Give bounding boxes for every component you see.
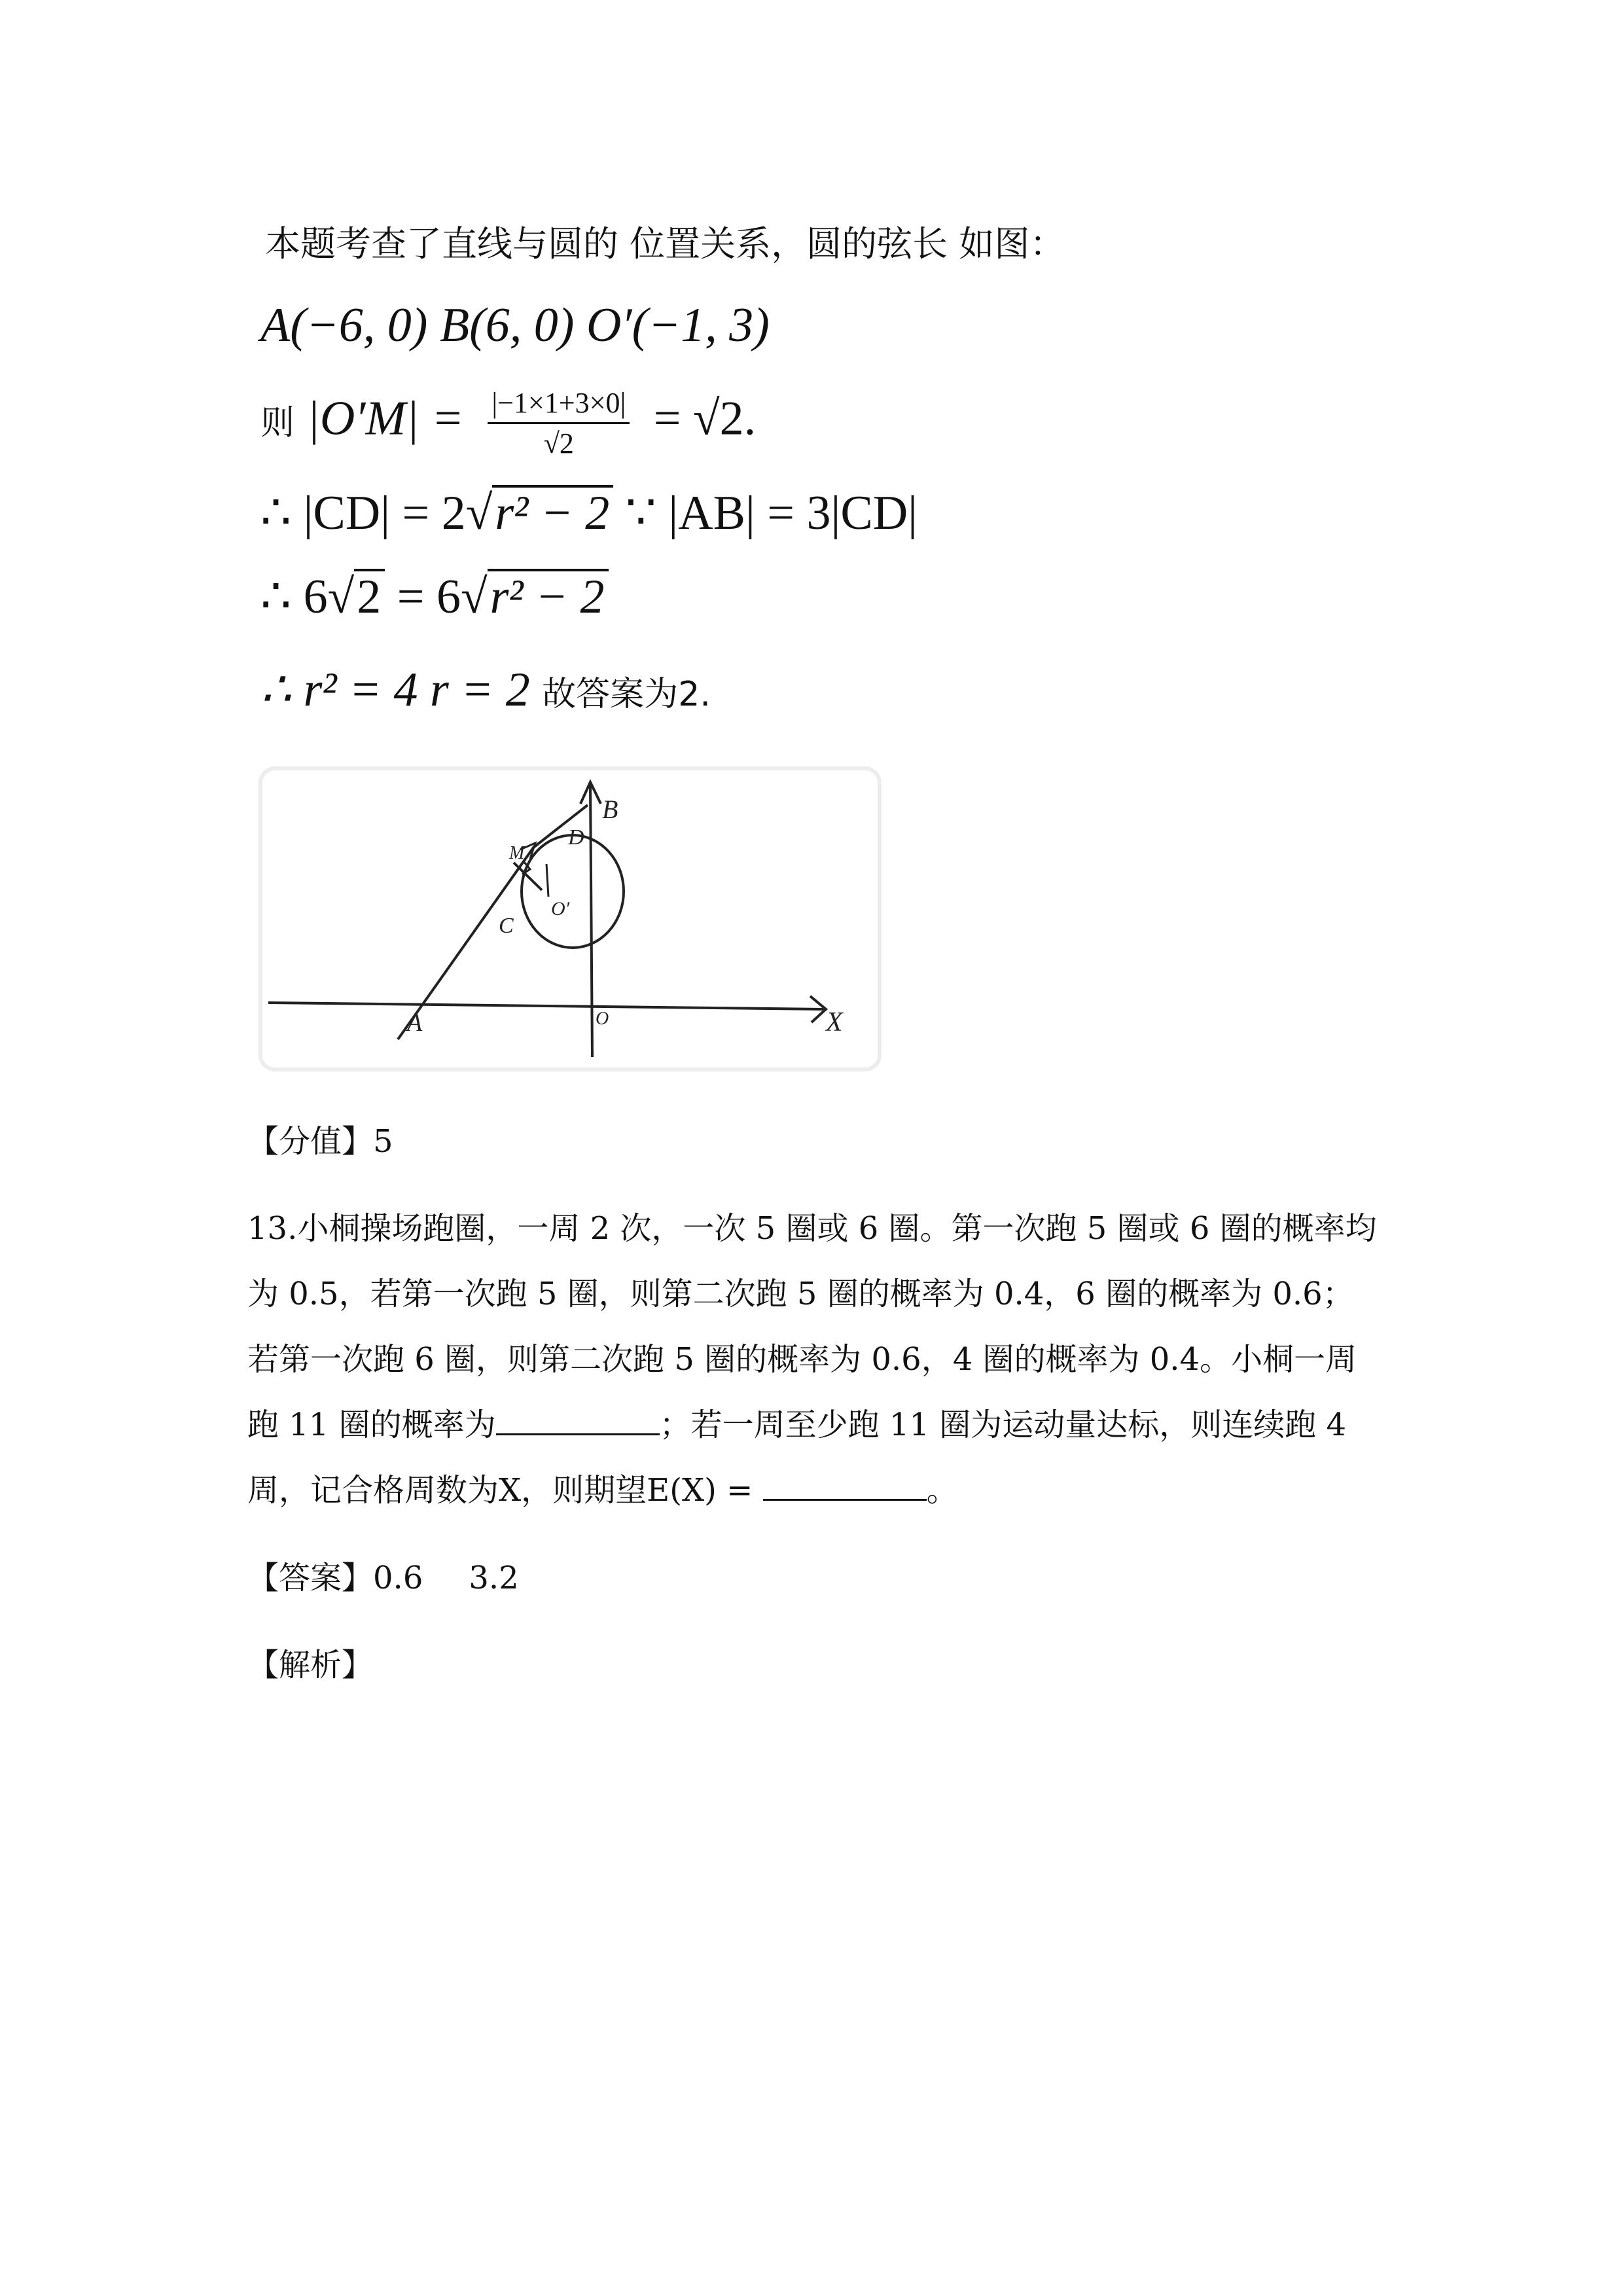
math-line-equation: ∴ 6√2 = 6√r² − 2 <box>260 568 609 625</box>
point-b: B(6, 0) <box>439 298 575 352</box>
label-d: D <box>568 825 584 850</box>
answer-blank-1[interactable] <box>496 1407 660 1435</box>
score-label: 【分值】 <box>247 1123 374 1160</box>
eq-mid: = 6 <box>385 570 461 624</box>
sketch-frame <box>260 768 880 1069</box>
answer-value-1: 0.6 <box>373 1560 423 1596</box>
ze-prefix: 则 <box>260 403 295 443</box>
eq-radicand-2: r² − 2 <box>488 569 609 621</box>
question-line-5 <box>247 1465 958 1510</box>
score-value: 5 <box>373 1123 393 1160</box>
question-line-3: 若第一次跑 6 圈，则第二次跑 5 圈的概率为 0.6，4 圈的概率为 0.4。小桐一周 <box>247 1341 1357 1378</box>
sketch-svg <box>255 766 883 1073</box>
label-o: O <box>596 1009 609 1029</box>
solution-intro: 本题考查了直线与圆的 位置关系，圆的弦长 如图： <box>265 223 1065 264</box>
point-a: A(−6, 0) <box>260 298 428 352</box>
question-line-4-start: 跑 11 圈的概率为 <box>247 1407 496 1443</box>
math-line-result <box>260 661 711 718</box>
math-line-distance <box>260 386 756 460</box>
question-line-5-start: 周，记合格周数为X，则期望E(X) = <box>247 1472 763 1509</box>
analysis-heading: 【解析】 <box>247 1647 374 1683</box>
question-line-2: 为 0.5，若第一次跑 5 圈，则第二次跑 5 圈的概率为 0.4，6 圈的概率为 0.6； <box>247 1276 1354 1312</box>
label-a: A <box>407 1009 423 1037</box>
label-m: M <box>509 843 525 863</box>
chord-because: ∵ |AB| = 3|CD| <box>625 486 918 540</box>
question-line-1: 13.小桐操场跑圈，一周 2 次，一次 5 圈或 6 圈。第一次跑 5 圈或 6 圈的概率均 <box>247 1210 1377 1247</box>
answer-value-2: 3.2 <box>469 1560 519 1596</box>
fraction-numerator: |−1×1+3×0| <box>488 386 630 424</box>
label-c: C <box>499 914 514 938</box>
answer-blank-2[interactable] <box>763 1473 927 1501</box>
distance-fraction <box>488 386 630 460</box>
score-line <box>247 1116 393 1161</box>
distance-lhs: |O′M| = <box>306 391 464 446</box>
distance-rhs: = √2. <box>653 391 757 446</box>
point-o-prime: O′(−1, 3) <box>586 298 770 352</box>
answer-label: 【答案】 <box>247 1560 374 1596</box>
eq-therefore: ∴ 6 <box>260 570 328 624</box>
label-b: B <box>602 795 618 824</box>
label-x: X <box>826 1007 843 1037</box>
question-line-4-end: ；若一周至少跑 11 圈为运动量达标，则连续跑 4 <box>659 1407 1347 1443</box>
label-o-prime: O′ <box>551 898 570 920</box>
answer-line <box>247 1552 519 1598</box>
math-line-chord: ∴ |CD| = 2√r² − 2 ∵ |AB| = 3|CD| <box>260 486 918 540</box>
math-line-points <box>260 298 770 353</box>
result-math: ∴ r² = 4 r = 2 <box>260 663 530 717</box>
result-text: 故答案为2. <box>542 675 711 714</box>
fraction-denominator: √2 <box>543 427 574 459</box>
geometry-sketch <box>255 766 883 1073</box>
question-line-5-end: 。 <box>926 1472 958 1509</box>
chord-therefore: ∴ |CD| = 2 <box>260 486 466 540</box>
chord-radicand: r² − 2 <box>492 485 613 537</box>
eq-radicand-1: 2 <box>354 569 385 621</box>
question-line-4 <box>247 1399 1346 1444</box>
